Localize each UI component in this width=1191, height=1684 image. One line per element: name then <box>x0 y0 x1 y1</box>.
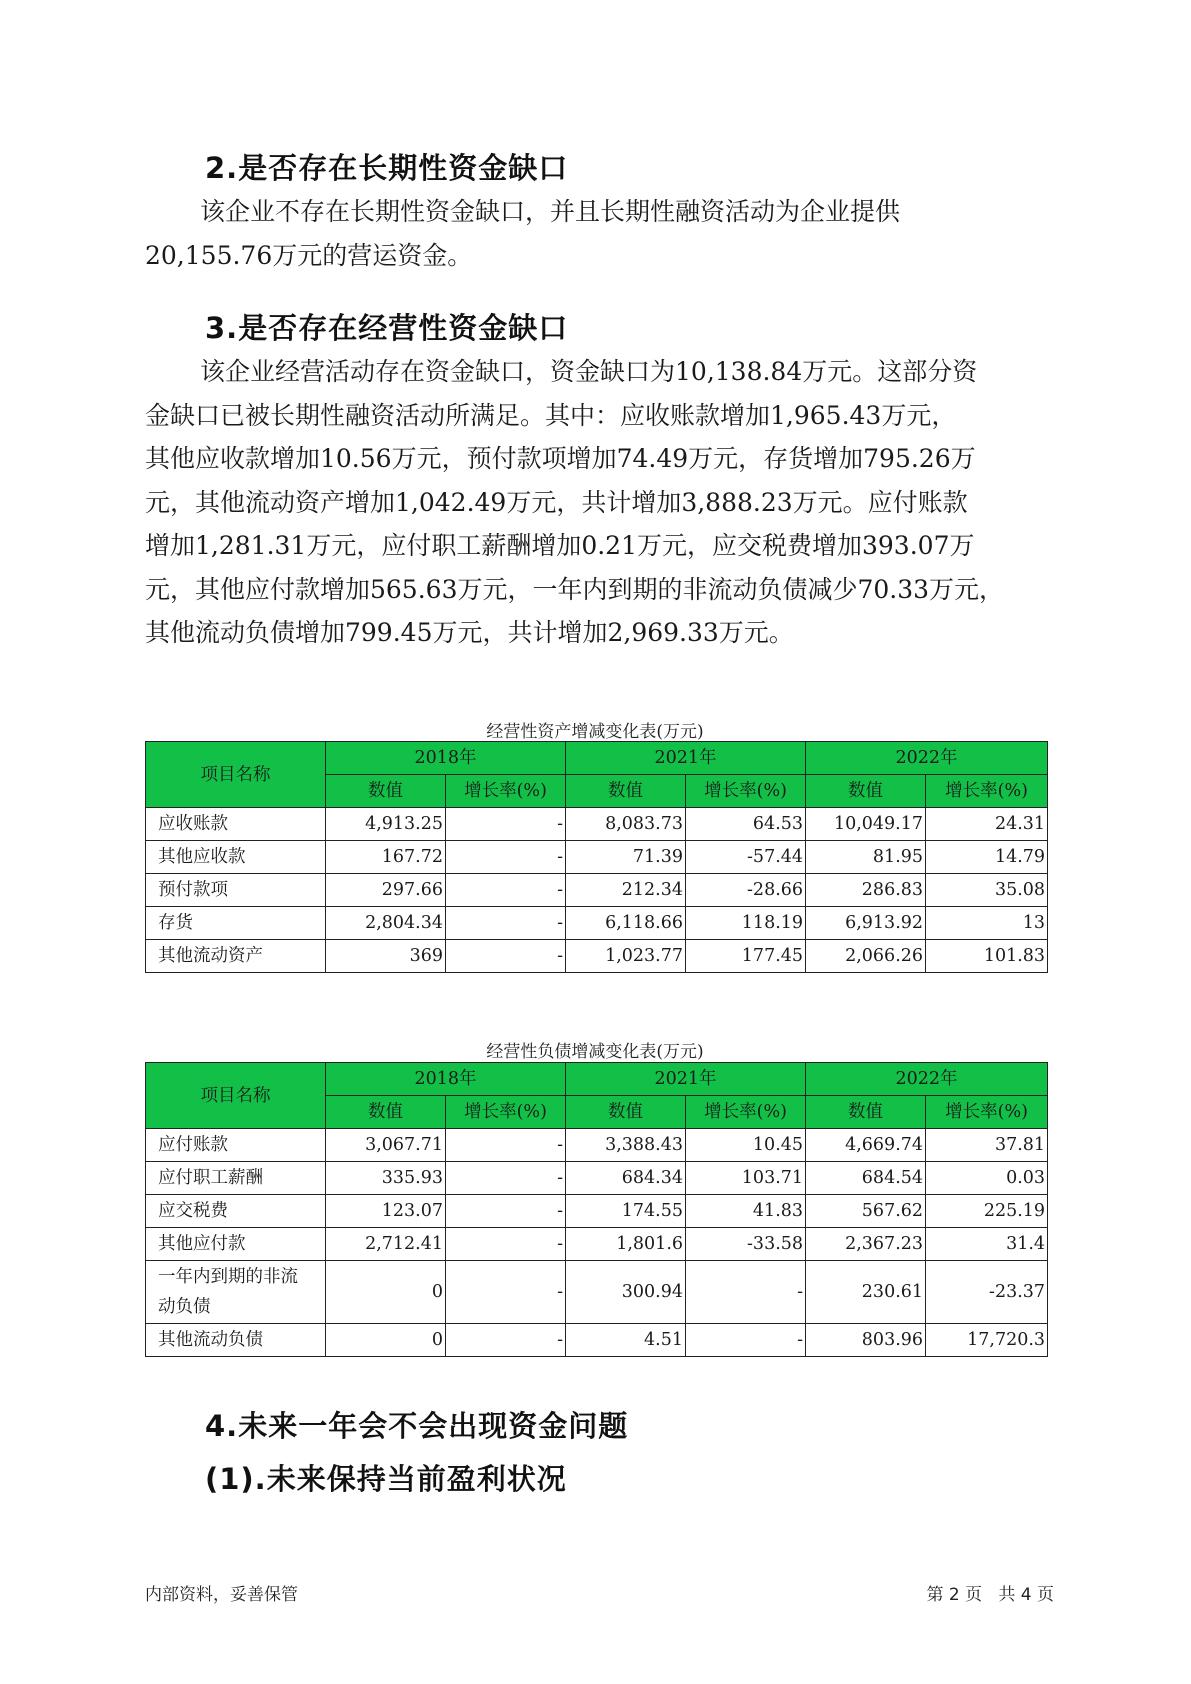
table-row <box>146 1195 1048 1228</box>
cell: 4,669.74 <box>806 1129 926 1162</box>
table-row <box>146 940 1048 973</box>
table-row <box>146 1228 1048 1261</box>
cell: 6,118.66 <box>566 907 686 940</box>
cell: 369 <box>326 940 446 973</box>
section3-heading: 3.是否存在经营性资金缺口 <box>205 311 569 345</box>
header-growth-rate: 增长率(%) <box>686 775 806 808</box>
cell: 8,083.73 <box>566 808 686 841</box>
row-name: 其他流动资产 <box>146 940 326 973</box>
paragraph-line: 增加1,281.31万元，应付职工薪酬增加0.21万元，应交税费增加393.07万 <box>145 531 975 560</box>
table-row <box>146 841 1048 874</box>
header-value: 数值 <box>326 1096 446 1129</box>
header-growth-rate: 增长率(%) <box>926 775 1048 808</box>
asset-table <box>145 741 1048 973</box>
cell: 2,367.23 <box>806 1228 926 1261</box>
header-growth-rate: 增长率(%) <box>926 1096 1048 1129</box>
cell: - <box>446 841 566 874</box>
cell: - <box>446 874 566 907</box>
cell: -23.37 <box>926 1261 1048 1324</box>
liability-table-caption: 经营性负债增减变化表(万元) <box>486 1042 704 1062</box>
section2-paragraph <box>145 190 1065 277</box>
section3-paragraph <box>145 350 1065 655</box>
section4-heading: 4.未来一年会不会出现资金问题 <box>205 1409 629 1443</box>
cell: - <box>446 1195 566 1228</box>
cell: 300.94 <box>566 1261 686 1324</box>
row-name: 预付款项 <box>146 874 326 907</box>
row-name: 应付职工薪酬 <box>146 1162 326 1195</box>
header-year: 2022年 <box>806 742 1048 775</box>
cell: 286.83 <box>806 874 926 907</box>
table-row <box>146 1324 1048 1357</box>
header-project-name: 项目名称 <box>146 1063 326 1129</box>
cell: 3,388.43 <box>566 1129 686 1162</box>
cell: 101.83 <box>926 940 1048 973</box>
cell: 0.03 <box>926 1162 1048 1195</box>
cell: 81.95 <box>806 841 926 874</box>
cell: 0 <box>326 1324 446 1357</box>
cell: 297.66 <box>326 874 446 907</box>
cell: 1,801.6 <box>566 1228 686 1261</box>
header-year: 2018年 <box>326 742 566 775</box>
cell: 10,049.17 <box>806 808 926 841</box>
paragraph-line: 元，其他应付款增加565.63万元，一年内到期的非流动负债减少70.33万元， <box>145 574 1005 604</box>
header-year: 2021年 <box>566 742 806 775</box>
footer-confidential-note: 内部资料，妥善保管 <box>145 1585 298 1605</box>
header-value: 数值 <box>566 1096 686 1129</box>
cell: 2,804.34 <box>326 907 446 940</box>
cell: 174.55 <box>566 1195 686 1228</box>
cell: 24.31 <box>926 808 1048 841</box>
cell: - <box>686 1324 806 1357</box>
cell: -33.58 <box>686 1228 806 1261</box>
cell: 4,913.25 <box>326 808 446 841</box>
cell: 2,066.26 <box>806 940 926 973</box>
row-name <box>146 1261 326 1324</box>
paragraph-line: 该企业经营活动存在资金缺口，资金缺口为10,138.84万元。这部分资 <box>200 357 978 386</box>
row-name: 应交税费 <box>146 1195 326 1228</box>
cell: 14.79 <box>926 841 1048 874</box>
cell: - <box>446 1261 566 1324</box>
cell: 64.53 <box>686 808 806 841</box>
row-name: 其他应收款 <box>146 841 326 874</box>
cell: 41.83 <box>686 1195 806 1228</box>
cell: - <box>446 808 566 841</box>
cell: 2,712.41 <box>326 1228 446 1261</box>
cell: 10.45 <box>686 1129 806 1162</box>
cell: 3,067.71 <box>326 1129 446 1162</box>
section2-heading: 2.是否存在长期性资金缺口 <box>205 151 569 185</box>
cell: 167.72 <box>326 841 446 874</box>
table-row <box>146 1129 1048 1162</box>
cell: 71.39 <box>566 841 686 874</box>
header-value: 数值 <box>566 775 686 808</box>
row-name: 存货 <box>146 907 326 940</box>
asset-table-caption: 经营性资产增减变化表(万元) <box>486 722 704 742</box>
row-name-line: 一年内到期的非流 <box>158 1267 298 1287</box>
cell: - <box>446 1162 566 1195</box>
cell: 684.34 <box>566 1162 686 1195</box>
cell: 230.61 <box>806 1261 926 1324</box>
header-value: 数值 <box>326 775 446 808</box>
cell: - <box>446 1324 566 1357</box>
cell: 212.34 <box>566 874 686 907</box>
table-row <box>146 874 1048 907</box>
table-row <box>146 1261 1048 1324</box>
cell: - <box>446 940 566 973</box>
header-value: 数值 <box>806 1096 926 1129</box>
cell: 177.45 <box>686 940 806 973</box>
header-year: 2021年 <box>566 1063 806 1096</box>
row-name: 应付账款 <box>146 1129 326 1162</box>
header-growth-rate: 增长率(%) <box>446 1096 566 1129</box>
cell: 17,720.3 <box>926 1324 1048 1357</box>
cell: - <box>446 907 566 940</box>
header-value: 数值 <box>806 775 926 808</box>
row-name-line: 动负债 <box>158 1297 211 1317</box>
cell: 567.62 <box>806 1195 926 1228</box>
header-project-name: 项目名称 <box>146 742 326 808</box>
cell: 123.07 <box>326 1195 446 1228</box>
header-year: 2022年 <box>806 1063 1048 1096</box>
cell: - <box>446 1228 566 1261</box>
cell: -57.44 <box>686 841 806 874</box>
cell: 4.51 <box>566 1324 686 1357</box>
cell: 35.08 <box>926 874 1048 907</box>
cell: - <box>686 1261 806 1324</box>
table-row <box>146 808 1048 841</box>
cell: 118.19 <box>686 907 806 940</box>
cell: 335.93 <box>326 1162 446 1195</box>
cell: 225.19 <box>926 1195 1048 1228</box>
paragraph-line: 该企业不存在长期性资金缺口，并且长期性融资活动为企业提供 <box>200 197 901 226</box>
header-growth-rate: 增长率(%) <box>686 1096 806 1129</box>
cell: 37.81 <box>926 1129 1048 1162</box>
table-row <box>146 1162 1048 1195</box>
row-name: 应收账款 <box>146 808 326 841</box>
cell: - <box>446 1129 566 1162</box>
cell: 0 <box>326 1261 446 1324</box>
cell: 803.96 <box>806 1324 926 1357</box>
cell: 103.71 <box>686 1162 806 1195</box>
liability-table <box>145 1062 1048 1357</box>
paragraph-line: 元，其他流动资产增加1,042.49万元，共计增加3,888.23万元。应付账款 <box>145 487 968 517</box>
footer-page-number: 第 2 页 共 4 页 <box>926 1585 1054 1605</box>
header-growth-rate: 增长率(%) <box>446 775 566 808</box>
cell: 31.4 <box>926 1228 1048 1261</box>
row-name: 其他应付款 <box>146 1228 326 1261</box>
paragraph-line: 其他应收款增加10.56万元，预付款项增加74.49万元，存货增加795.26万 <box>145 444 976 473</box>
header-year: 2018年 <box>326 1063 566 1096</box>
paragraph-line: 金缺口已被长期性融资活动所满足。其中：应收账款增加1,965.43万元， <box>145 400 957 430</box>
section4-sub-heading: (1).未来保持当前盈利状况 <box>205 1462 567 1496</box>
cell: 13 <box>926 907 1048 940</box>
row-name: 其他流动负债 <box>146 1324 326 1357</box>
cell: 684.54 <box>806 1162 926 1195</box>
cell: 6,913.92 <box>806 907 926 940</box>
paragraph-line: 20,155.76万元的营运资金。 <box>145 240 473 270</box>
paragraph-line: 其他流动负债增加799.45万元，共计增加2,969.33万元。 <box>145 618 794 647</box>
cell: -28.66 <box>686 874 806 907</box>
table-row <box>146 907 1048 940</box>
cell: 1,023.77 <box>566 940 686 973</box>
